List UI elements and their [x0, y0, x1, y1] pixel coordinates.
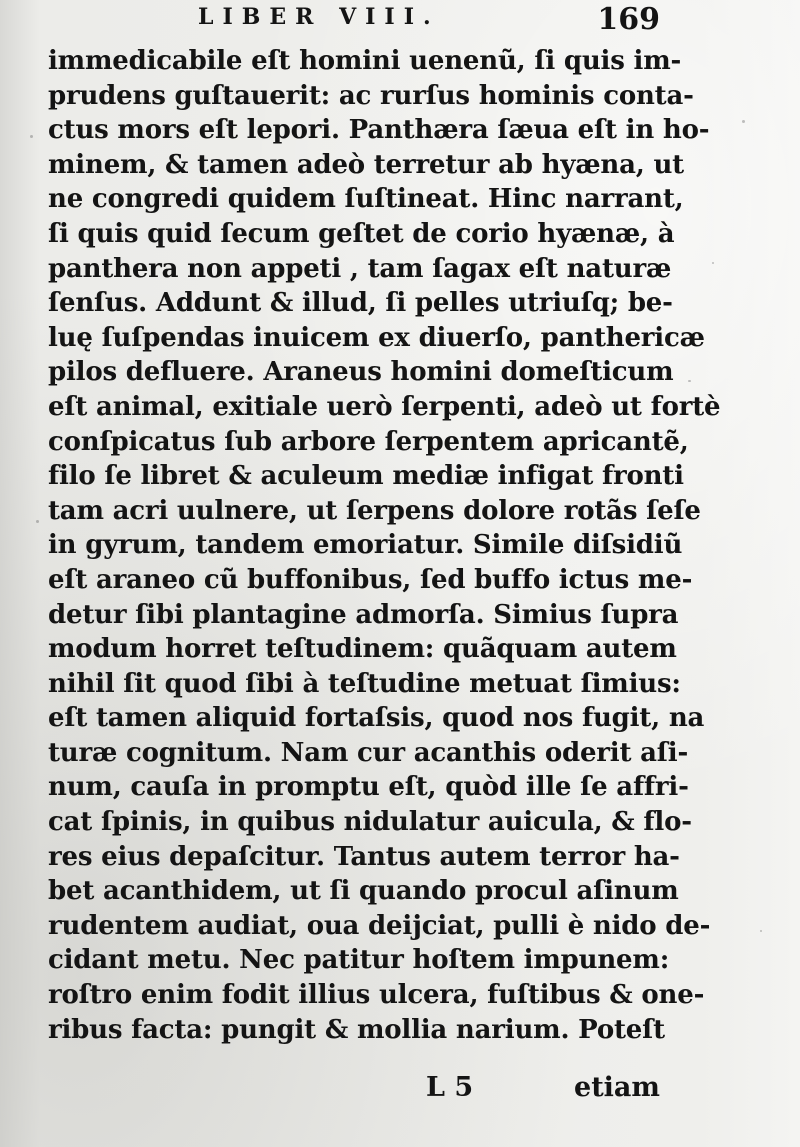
text-line: roſtro enim fodit illius ulcera, fuſtibus & one-: [48, 980, 705, 1011]
text-line: eſt tamen aliquid fortaſsis, quod nos fugit, na: [48, 703, 705, 734]
page-header: [50, 2, 660, 37]
text-line: ſenſus. Addunt & illud, ſi pelles utriuſq; be-: [48, 288, 673, 319]
text-line: ne congredi quidem ſuſtineat. Hinc narrant,: [48, 184, 684, 215]
paper-speck: [30, 135, 33, 138]
paper-speck: [688, 380, 691, 382]
text-line: luę ſuſpendas inuicem ex diuerſo, panthericæ: [48, 322, 705, 353]
paper-speck: [760, 930, 762, 932]
text-line: turæ cognitum. Nam cur acanthis oderit aſi-: [48, 737, 689, 768]
text-line: cat ſpinis, in quibus nidulatur auicula, & flo-: [48, 807, 692, 838]
text-line: ribus facta: pungit & mollia narium. Poteſt: [48, 1014, 665, 1045]
text-line: tam acri uulnere, ut ſerpens dolore rotãs ſeſe: [48, 495, 701, 526]
text-line: detur ſibi plantagine admorſa. Simius ſupra: [48, 599, 679, 630]
text-line: minem, & tamen adeò terretur ab hyæna, ut: [48, 149, 684, 180]
catchword: etiam: [574, 1072, 660, 1103]
text-line: conſpicatus ſub arbore ſerpentem apricantẽ,: [48, 426, 689, 457]
text-line: prudens guſtauerit: ac rurſus hominis conta-: [48, 80, 694, 111]
text-line: res eius depaſcitur. Tantus autem terror ha-: [48, 841, 680, 872]
text-line: rudentem audiat, oua deĳciat, pulli è nido de-: [48, 910, 711, 941]
text-line: filo ſe libret & aculeum mediæ infigat fronti: [48, 461, 684, 492]
paper-speck: [742, 120, 745, 123]
text-line: cidant metu. Nec patitur hoſtem impunem:: [48, 945, 670, 976]
text-line: eſt araneo cũ buffonibus, ſed buffo ictus me-: [48, 564, 693, 595]
text-line: nihil ſit quod ſibi à teſtudine metuat ſimius:: [48, 668, 681, 699]
text-line: modum horret teſtudinem: quãquam autem: [48, 634, 677, 665]
page-number: 169: [597, 2, 660, 37]
text-line: in gyrum, tandem emoriatur. Simile diſsidiũ: [48, 530, 683, 561]
text-line: ſi quis quid ſecum geſtet de corio hyænæ, à: [48, 218, 675, 249]
text-line: num, cauſa in promptu eſt, quòd ille ſe affri-: [48, 772, 689, 803]
body-text: [48, 44, 721, 1047]
text-line: pilos defluere. Araneus homini domeſticum: [48, 357, 674, 388]
paper-speck: [712, 262, 714, 264]
text-line: ctus mors eſt lepori. Panthæra ſæua eſt in ho-: [48, 115, 710, 146]
text-line: immedicabile eſt homini uenenũ, ſi quis im-: [48, 46, 682, 76]
signature-mark: L 5: [426, 1072, 474, 1103]
text-line: panthera non appeti , tam ſagax eſt naturæ: [48, 253, 672, 284]
page-footer: [48, 1072, 660, 1106]
text-line: bet acanthidem, ut ſi quando procul aſinum: [48, 876, 679, 907]
paper-speck: [36, 520, 39, 523]
text-line: eſt animal, exitiale uerò ſerpenti, adeò ut fortè: [48, 391, 721, 422]
running-head: LIBER VIII.: [198, 4, 440, 30]
